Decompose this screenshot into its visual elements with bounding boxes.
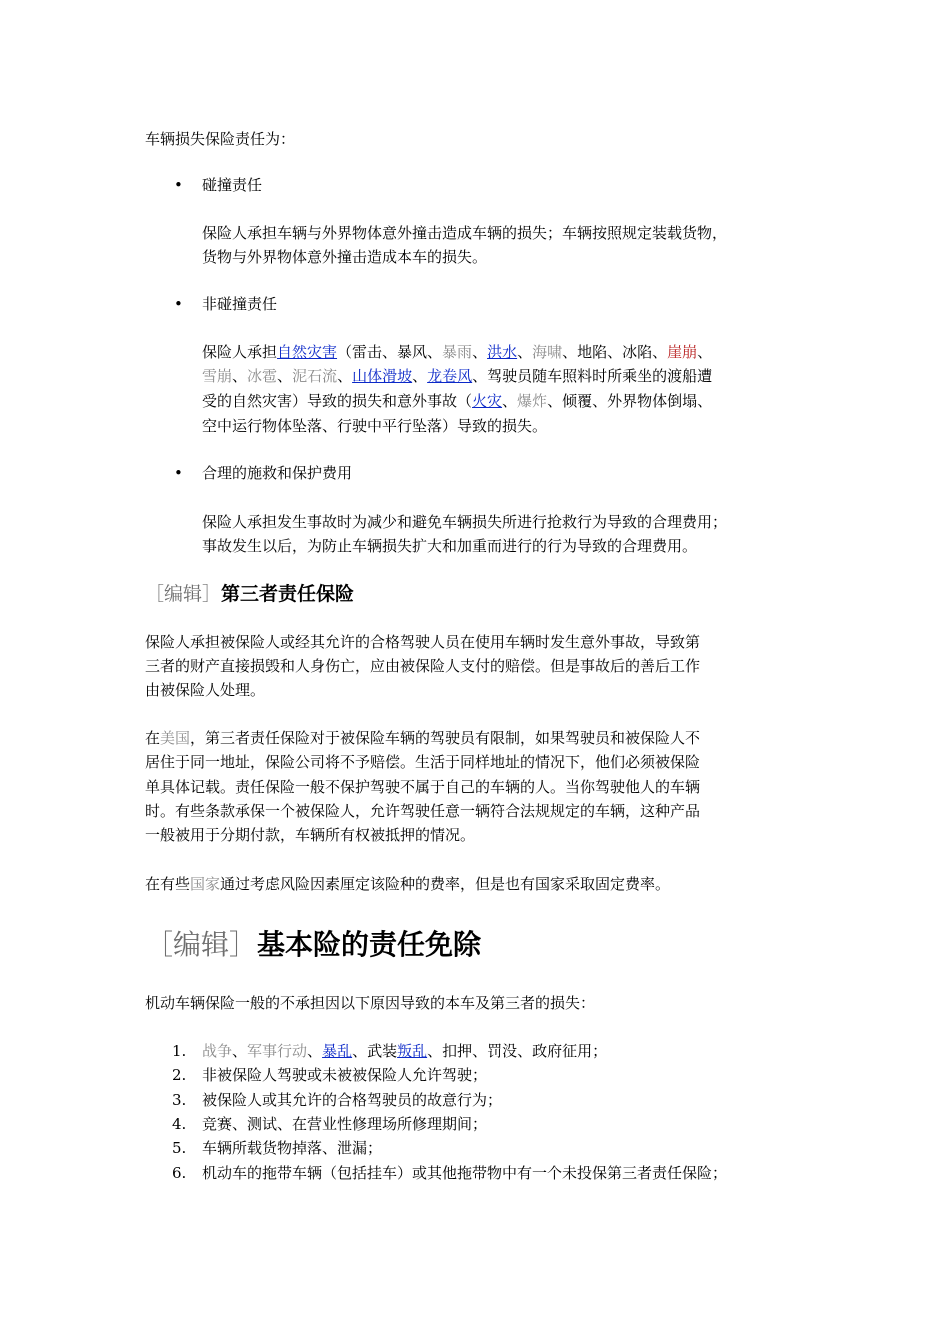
duty-noncollision-line1 <box>202 340 712 364</box>
list-number: 2. <box>172 1066 187 1084</box>
link-country[interactable]: 国家 <box>190 875 221 893</box>
text-segment: 、 <box>517 343 533 361</box>
list-item: 车辆所载货物掉落、泄漏； <box>202 1139 383 1157</box>
bullet-icon: • <box>174 464 183 482</box>
duty-rescue-title: 合理的施救和保护费用 <box>202 464 353 482</box>
link-war[interactable]: 战争 <box>202 1042 233 1060</box>
link-tornado[interactable]: 龙卷风 <box>427 367 473 385</box>
text-segment: 、驾驶员随车照料时所乘坐的渡船遭 <box>472 367 713 385</box>
list-item: 机动车的拖带车辆（包括挂车）或其他拖带物中有一个未投保第三者责任保险； <box>202 1164 728 1182</box>
duty-collision-line1: 保险人承担车辆与外界物体意外撞击造成车辆的损失；车辆按照规定装载货物， <box>202 224 728 242</box>
list-number: 6. <box>172 1164 187 1182</box>
text-segment: 、 <box>232 1042 248 1060</box>
duty-rescue-line2: 事故发生以后，为防止车辆损失扩大和加重而进行的行为导致的合理费用。 <box>202 537 698 555</box>
link-tsunami[interactable]: 海啸 <box>532 343 563 361</box>
section-title: 第三者责任保险 <box>221 583 355 605</box>
edit-link[interactable]: ［编辑］ <box>145 928 258 961</box>
link-mudflow[interactable]: 泥石流 <box>292 367 338 385</box>
text-segment: 保险人承担 <box>202 343 278 361</box>
link-avalanche[interactable]: 雪崩 <box>202 367 233 385</box>
list-number: 4. <box>172 1115 187 1133</box>
duty-noncollision-line2 <box>202 364 712 388</box>
text-segment: 受的自然灾害）导致的损失和意外事故（ <box>202 392 473 410</box>
list-number: 5. <box>172 1139 187 1157</box>
duty-noncollision-line4: 空中运行物体坠落、行驶中平行坠落）导致的损失。 <box>202 417 548 435</box>
third-party-para2-line3: 单具体记载。责任保险一般不保护驾驶不属于自己的车辆的人。当你驾驶他人的车辆 <box>145 778 701 796</box>
text-segment: 、 <box>412 367 428 385</box>
text-segment: 、 <box>232 367 248 385</box>
intro-text: 车辆损失保险责任为： <box>145 130 296 148</box>
third-party-para2-line4: 时。有些条款承保一个被保险人，允许驾驶任意一辆符合法规规定的车辆，这种产品 <box>145 802 701 820</box>
bullet-icon: • <box>174 295 183 313</box>
text-segment: 、倾覆、外界物体倒塌、 <box>547 392 713 410</box>
edit-link[interactable]: ［编辑］ <box>145 583 222 605</box>
duty-collision-line2: 货物与外界物体意外撞击造成本车的损失。 <box>202 248 488 266</box>
text-segment: 、 <box>337 367 353 385</box>
third-party-para2-line5: 一般被用于分期付款，车辆所有权被抵押的情况。 <box>145 826 476 844</box>
text-segment: 、 <box>502 392 518 410</box>
third-party-para1-line2: 三者的财产直接损毁和人身伤亡，应由被保险人支付的赔偿。但是事故后的善后工作 <box>145 657 701 675</box>
link-usa[interactable]: 美国 <box>160 729 191 747</box>
link-explosion[interactable]: 爆炸 <box>517 392 548 410</box>
duty-noncollision-title: 非碰撞责任 <box>202 295 278 313</box>
text-segment: 、 <box>307 1042 323 1060</box>
link-natural-disaster[interactable]: 自然灾害 <box>277 343 338 361</box>
text-segment: 、 <box>472 343 488 361</box>
text-segment: 在有些 <box>145 875 191 893</box>
link-mountain-slide[interactable]: 山体滑坡 <box>352 367 413 385</box>
list-number: 1. <box>172 1042 187 1060</box>
link-military-action[interactable]: 军事行动 <box>247 1042 308 1060</box>
link-flood[interactable]: 洪水 <box>487 343 518 361</box>
text-segment: 通过考虑风险因素厘定该险种的费率，但是也有国家采取固定费率。 <box>220 875 671 893</box>
duty-rescue-line1: 保险人承担发生事故时为减少和避免车辆损失所进行抢救行为导致的合理费用； <box>202 513 728 531</box>
link-landslide-cliff[interactable]: 崖崩 <box>667 343 698 361</box>
text-segment: 、武装 <box>352 1042 398 1060</box>
list-item <box>202 1039 607 1063</box>
section-heading-third-party <box>145 580 354 608</box>
link-riot[interactable]: 暴乱 <box>322 1042 353 1060</box>
list-item: 被保险人或其允许的合格驾驶员的故意行为； <box>202 1091 503 1109</box>
third-party-para2-line2: 居住于同一地址，保险公司将不予赔偿。生活于同样地址的情况下，他们必须被保险 <box>145 753 701 771</box>
third-party-para1-line1: 保险人承担被保险人或经其允许的合格驾驶人员在使用车辆时发生意外事故，导致第 <box>145 633 701 651</box>
duty-noncollision-line3 <box>202 389 712 413</box>
section-title: 基本险的责任免除 <box>257 928 482 961</box>
list-item: 非被保险人驾驶或未被被保险人允许驾驶； <box>202 1066 488 1084</box>
list-item: 竞赛、测试、在营业性修理场所修理期间； <box>202 1115 488 1133</box>
duty-collision-title: 碰撞责任 <box>202 176 263 194</box>
text-segment: （雷击、暴风、 <box>337 343 443 361</box>
text-segment: 、地陷、冰陷、 <box>562 343 668 361</box>
link-rainstorm[interactable]: 暴雨 <box>442 343 473 361</box>
link-rebellion[interactable]: 叛乱 <box>397 1042 428 1060</box>
third-party-para3 <box>145 872 670 896</box>
third-party-para1-line3: 由被保险人处理。 <box>145 681 266 699</box>
text-segment: 、 <box>277 367 293 385</box>
text-segment: 在 <box>145 729 161 747</box>
exclusion-intro: 机动车辆保险一般的不承担因以下原因导致的本车及第三者的损失： <box>145 994 596 1012</box>
list-number: 3. <box>172 1091 187 1109</box>
bullet-icon: • <box>174 176 183 194</box>
link-fire[interactable]: 火灾 <box>472 392 503 410</box>
link-hail[interactable]: 冰雹 <box>247 367 278 385</box>
text-segment: ，第三者责任保险对于被保险车辆的驾驶员有限制，如果驾驶员和被保险人不 <box>190 729 701 747</box>
text-segment: 、扣押、罚没、政府征用； <box>427 1042 608 1060</box>
text-segment: 、 <box>697 343 713 361</box>
third-party-para2-line1 <box>145 726 700 750</box>
section-heading-exclusion <box>145 926 481 964</box>
